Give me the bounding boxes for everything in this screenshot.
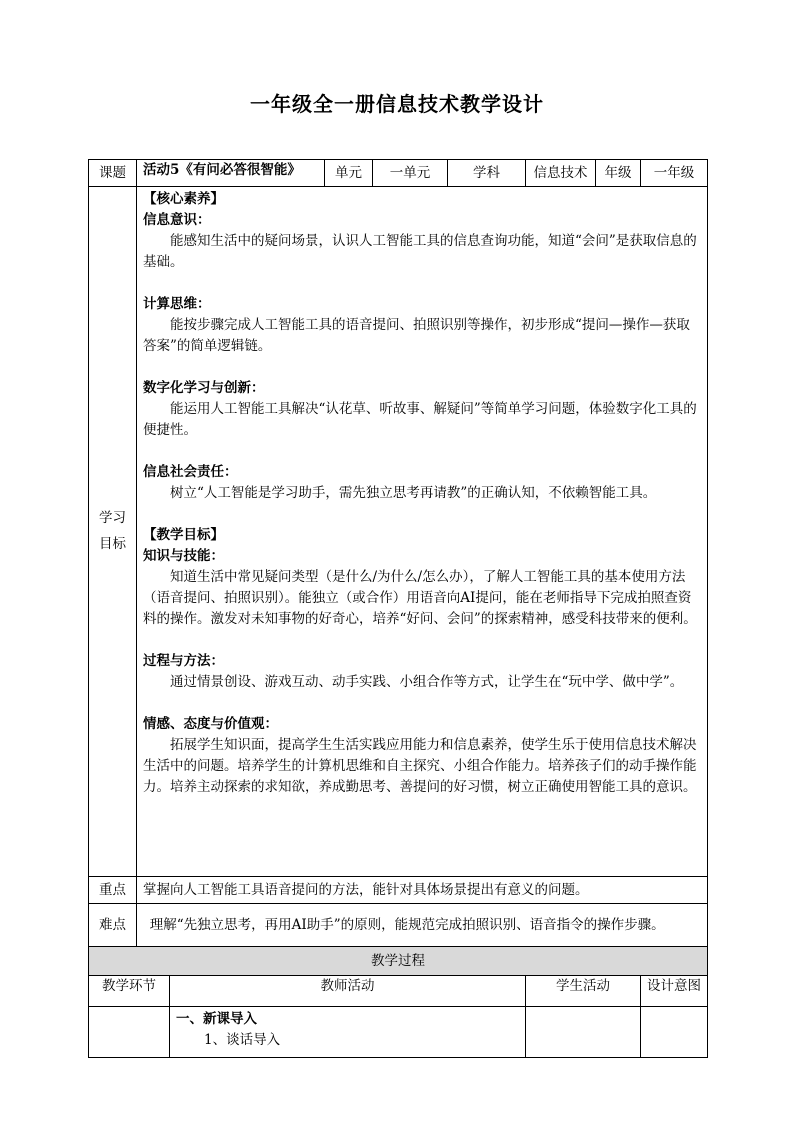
process-heading-row — [89, 947, 708, 976]
core-heading: 【核心素养】 — [143, 191, 224, 207]
difficulty-text: 理解“先独立思考，再用AI助手”的原则，能规范完成拍照识别、语音指令的操作步骤。 — [137, 904, 708, 947]
col-intent: 设计意图 — [641, 976, 708, 1007]
col-stage: 教学环节 — [89, 976, 170, 1007]
key-point-label: 重点 — [89, 877, 137, 904]
col-student: 学生活动 — [526, 976, 641, 1007]
social-heading: 信息社会责任： — [143, 464, 238, 480]
process-heading: 教学过程 — [89, 947, 708, 976]
objectives-label: 学习 目标 — [89, 187, 137, 877]
difficulty-row — [89, 904, 708, 947]
col-teacher: 教师活动 — [170, 976, 526, 1007]
teaching-heading: 【教学目标】 — [143, 527, 224, 543]
teacher-cell — [170, 1007, 526, 1058]
subject-value: 信息技术 — [526, 160, 596, 187]
info-awareness-heading: 信息意识： — [143, 212, 211, 228]
stage-cell — [89, 1007, 170, 1058]
process-text: 通过情景创设、游戏互动、动手实践、小组合作等方式，让学生在“玩中学、做中学”。 — [170, 674, 684, 690]
topic-label: 课题 — [89, 160, 137, 187]
topic-value: 活动5《有问必答很智能》 — [137, 160, 325, 187]
objectives-row — [89, 187, 708, 877]
digital-text: 能运用人工智能工具解决“认花草、听故事、解疑问”等简单学习问题，体验数字化工具的便捷性。 — [143, 401, 697, 438]
unit-value: 一单元 — [373, 160, 448, 187]
key-point-row — [89, 877, 708, 904]
knowledge-text: 知道生活中常见疑问类型（是什么/为什么/怎么办），了解人工智能工具的基本使用方法（语音提问、拍照识别）。能独立（或合作）用语音向AI提问，能在老师指导下完成拍照查资料的操作。激发对未知事物的好奇心，培养“好问、会问”的探索精神，感受科技带来的便利。 — [143, 569, 697, 627]
student-cell — [526, 1007, 641, 1058]
process-heading: 过程与方法： — [143, 653, 224, 669]
subject-label: 学科 — [448, 160, 526, 187]
objectives-content — [137, 187, 708, 877]
unit-label: 单元 — [325, 160, 373, 187]
key-point-text: 掌握向人工智能工具语音提问的方法，能针对具体场景提出有意义的问题。 — [137, 877, 708, 904]
header-row — [89, 160, 708, 187]
section1-item1: 1、谈话导入 — [204, 1032, 281, 1048]
page-title: 一年级全一册信息技术教学设计 — [250, 92, 544, 116]
intent-cell — [641, 1007, 708, 1058]
grade-value: 一年级 — [641, 160, 708, 187]
grade-label: 年级 — [596, 160, 641, 187]
knowledge-heading: 知识与技能： — [143, 548, 224, 564]
social-text: 树立“人工智能是学习助手，需先独立思考再请教”的正确认知，不依赖智能工具。 — [170, 485, 657, 501]
computational-heading: 计算思维： — [143, 296, 211, 312]
info-awareness-text: 能感知生活中的疑问场景，认识人工智能工具的信息查询功能，知道“会问”是获取信息的基础。 — [143, 233, 697, 270]
digital-heading: 数字化学习与创新： — [143, 380, 265, 396]
difficulty-label: 难点 — [89, 904, 137, 947]
emotion-heading: 情感、态度与价值观： — [143, 716, 278, 732]
computational-text: 能按步骤完成人工智能工具的语音提问、拍照识别等操作，初步形成“提问—操作—获取答案”的简单逻辑链。 — [143, 317, 690, 354]
process-row — [89, 1007, 708, 1058]
emotion-text: 拓展学生知识面，提高学生生活实践应用能力和信息素养，使学生乐于使用信息技术解决生活中的问题。培养学生的计算机思维和自主探究、小组合作能力。培养孩子们的动手操作能力。培养主动探索的求知欲，养成勤思考、善提问的好习惯，树立正确使用智能工具的意识。 — [143, 737, 697, 795]
lesson-plan-table — [88, 159, 708, 1058]
section1-title: 一、新课导入 — [176, 1011, 257, 1027]
process-columns-row — [89, 976, 708, 1007]
